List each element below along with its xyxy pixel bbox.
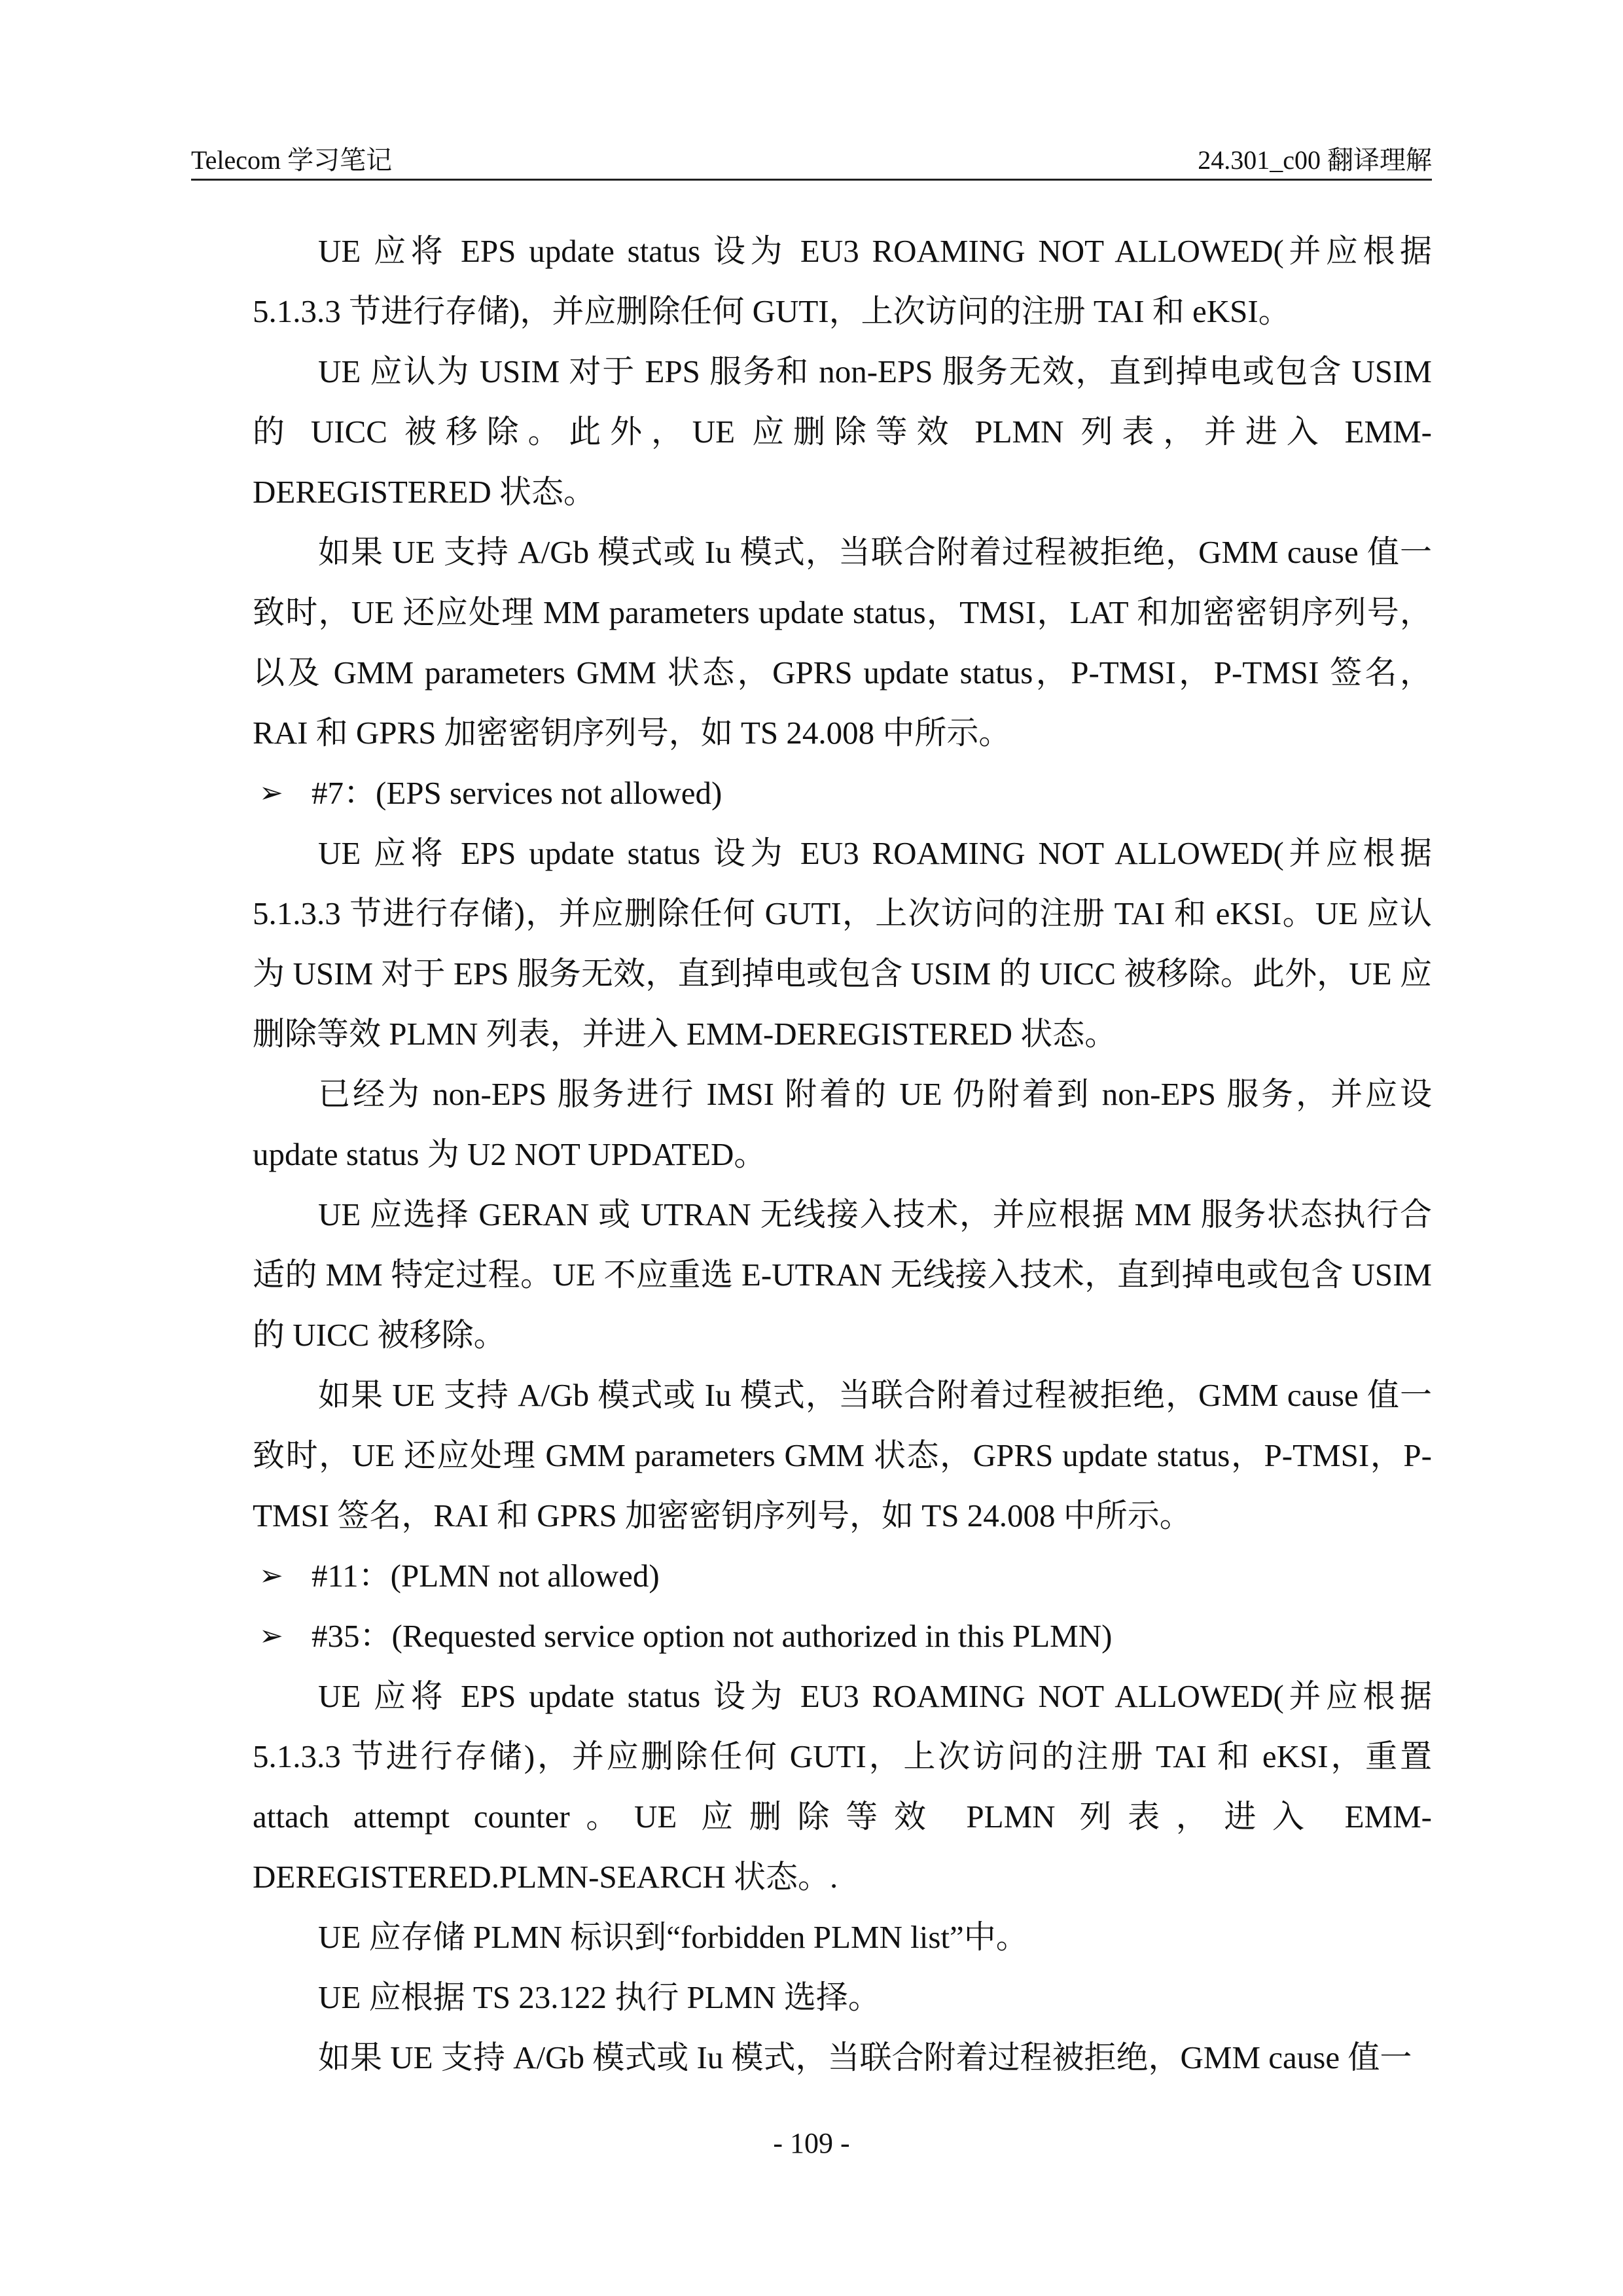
- header-left-title: Telecom 学习笔记: [191, 145, 393, 175]
- bullet-text: #11：(PLMN not allowed): [312, 1558, 660, 1594]
- paragraph: 如果 UE 支持 A/Gb 模式或 Iu 模式，当联合附着过程被拒绝，GMM cause 值一: [318, 2039, 1412, 2075]
- arrow-bullet-icon: ➢: [259, 1559, 283, 1592]
- paragraph: UE 应根据 TS 23.122 执行 PLMN 选择。: [318, 1979, 880, 2015]
- paragraph: UE 应存储 PLMN 标识到“forbidden PLMN list”中。: [318, 1919, 1028, 1955]
- bullet-text: #7：(EPS services not allowed): [312, 775, 722, 811]
- arrow-bullet-icon: ➢: [259, 776, 283, 810]
- header-right-title: 24.301_c00 翻译理解: [1198, 145, 1432, 175]
- paragraph: UE 应选择 GERAN 或 UTRAN 无线接入技术，并应根据 MM 服务状态执行合适的 MM 特定过程。UE 不应重选 E-UTRAN 无线接入技术，直到掉电或包含 USIM 的 UICC 被移除。: [253, 1196, 1432, 1353]
- paragraph: UE 应将 EPS update status 设为 EU3 ROAMING NOT ALLOWED(并应根据 5.1.3.3 节进行存储)，并应删除任何 GUTI，上次访问的注册 TAI 和 eKSI。UE 应认为 USIM 对于 EPS 服务无效，直到掉电或包含 USIM 的 UICC 被移除。此外，UE 应删除等效 PLMN 列表，并进入 EMM-DEREGISTERED 状态。: [253, 835, 1432, 1052]
- page-header: [191, 135, 1432, 181]
- page-body: [253, 221, 1432, 2088]
- bullet-item: [253, 1606, 1432, 1666]
- paragraph: UE 应将 EPS update status 设为 EU3 ROAMING NOT ALLOWED(并应根据 5.1.3.3 节进行存储)，并应删除任何 GUTI，上次访问的注册 TAI 和 eKSI。: [253, 233, 1432, 329]
- arrow-bullet-icon: ➢: [259, 1619, 283, 1653]
- paragraph: 已经为 non-EPS 服务进行 IMSI 附着的 UE 仍附着到 non-EPS 服务，并应设 update status 为 U2 NOT UPDATED。: [253, 1076, 1432, 1172]
- page-number: - 109 -: [773, 2127, 850, 2159]
- bullet-text: #35：(Requested service option not authorized in this PLMN): [312, 1618, 1113, 1654]
- paragraph: UE 应将 EPS update status 设为 EU3 ROAMING NOT ALLOWED(并应根据 5.1.3.3 节进行存储)，并应删除任何 GUTI，上次访问的注册 TAI 和 eKSI，重置 attach attempt counter。UE 应删除等效 PLMN 列表，进入 EMM-DEREGISTERED.PLMN-SEARCH 状态。.: [253, 1678, 1432, 1895]
- paragraph: 如果 UE 支持 A/Gb 模式或 Iu 模式，当联合附着过程被拒绝，GMM cause 值一致时，UE 还应处理 GMM parameters GMM 状态，GPRS update status，P-TMSI，P-TMSI 签名，RAI 和 GPRS 加密密钥序列号，如 TS 24.008 中所示。: [253, 1377, 1432, 1534]
- paragraph: 如果 UE 支持 A/Gb 模式或 Iu 模式，当联合附着过程被拒绝，GMM cause 值一致时，UE 还应处理 MM parameters update status，TMSI，LAT 和加密密钥序列号，以及 GMM parameters GMM 状态，GPRS update status，P-TMSI，P-TMSI 签名，RAI 和 GPRS 加密密钥序列号，如 TS 24.008 中所示。: [253, 534, 1432, 751]
- page-footer: [0, 2127, 1623, 2160]
- bullet-item: [253, 763, 1432, 823]
- bullet-item: [253, 1546, 1432, 1606]
- paragraph: UE 应认为 USIM 对于 EPS 服务和 non-EPS 服务无效，直到掉电或包含 USIM 的 UICC 被移除。此外，UE 应删除等效 PLMN 列表，并进入 EMM-DEREGISTERED 状态。: [253, 353, 1432, 510]
